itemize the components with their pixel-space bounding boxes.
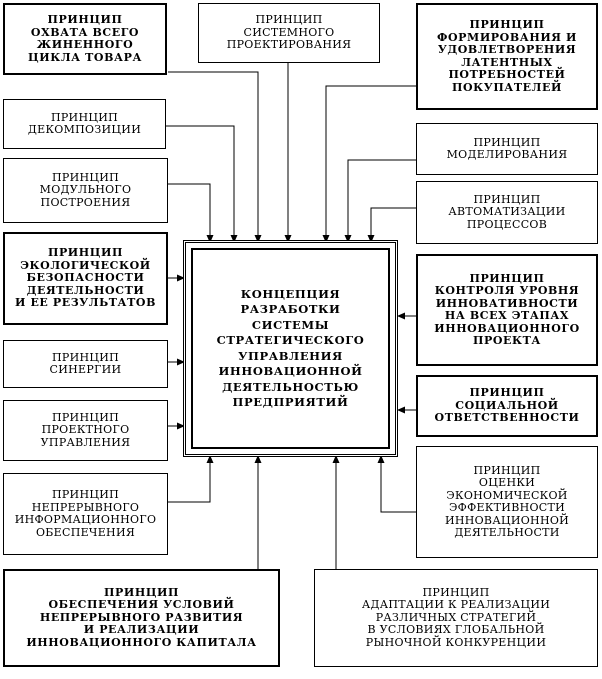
principle-synergy-text: ПРИНЦИП СИНЕРГИИ bbox=[49, 350, 122, 376]
principle-decomposition-box bbox=[3, 99, 166, 149]
concept-center-inner bbox=[191, 248, 390, 449]
principle-adaptation-box bbox=[314, 569, 598, 667]
principle-modeling-text: ПРИНЦИП МОДЕЛИРОВАНИЯ bbox=[446, 135, 568, 161]
concept-title: КОНЦЕПЦИЯ РАЗРАБОТКИ СИСТЕМЫ СТРАТЕГИЧЕСКОГО УПРАВЛЕНИЯ ИННОВАЦИОННОЙ ДЕЯТЕЛЬНОСТЬЮ ПРЕДПРИЯТИЙ bbox=[216, 286, 365, 409]
principle-economic-eff-text: ПРИНЦИП ОЦЕНКИ ЭКОНОМИЧЕСКОЙ ЭФФЕКТИВНОСТИ ИННОВАЦИОННОЙ ДЕЯТЕЛЬНОСТИ bbox=[444, 463, 570, 539]
principle-synergy-box bbox=[3, 340, 168, 388]
arrow-modeling bbox=[348, 160, 416, 242]
arrow-info-support bbox=[168, 456, 210, 502]
principle-modular-box bbox=[3, 158, 168, 223]
principle-adaptation-text: ПРИНЦИП АДАПТАЦИИ К РЕАЛИЗАЦИИ РАЗЛИЧНЫХ СТРАТЕГИЙ В УСЛОВИЯХ ГЛОБАЛЬНОЙ РЫНОЧНОЙ КОНКУРЕНЦИИ bbox=[361, 585, 551, 649]
principle-decomposition-text: ПРИНЦИП ДЕКОМПОЗИЦИИ bbox=[27, 110, 142, 136]
principle-innovativeness-box bbox=[416, 254, 598, 366]
principle-economic-eff-box bbox=[416, 446, 598, 558]
concept-center-box bbox=[183, 240, 398, 457]
principle-project-mgmt-text: ПРИНЦИП ПРОЕКТНОГО УПРАВЛЕНИЯ bbox=[40, 410, 131, 449]
arrow-lifecycle bbox=[168, 72, 258, 242]
principle-automation-text: ПРИНЦИП АВТОМАТИЗАЦИИ ПРОЦЕССОВ bbox=[448, 192, 566, 231]
principle-systems-design-text: ПРИНЦИП СИСТЕМНОГО ПРОЕКТИРОВАНИЯ bbox=[226, 13, 352, 52]
principle-latent-needs-box bbox=[416, 3, 598, 110]
principle-latent-needs-text: ПРИНЦИП ФОРМИРОВАНИЯ И УДОВЛЕТВОРЕНИЯ ЛАТЕНТНЫХ ПОТРЕБНОСТЕЙ ПОКУПАТЕЛЕЙ bbox=[436, 18, 578, 94]
principle-automation-box bbox=[416, 181, 598, 244]
arrow-modular bbox=[168, 184, 210, 242]
principle-ecological-box bbox=[3, 232, 168, 325]
arrow-economic-eff bbox=[381, 456, 416, 512]
principle-modular-text: ПРИНЦИП МОДУЛЬНОГО ПОСТРОЕНИЯ bbox=[39, 170, 132, 209]
principle-innovativeness-text: ПРИНЦИП КОНТРОЛЯ УРОВНЯ ИННОВАТИВНОСТИ НА ВСЕХ ЭТАПАХ ИННОВАЦИОННОГО ПРОЕКТА bbox=[434, 271, 580, 347]
principle-systems-design-box bbox=[198, 3, 380, 63]
principle-info-support-text: ПРИНЦИП НЕПРЕРЫВНОГО ИНФОРМАЦИОННОГО ОБЕСПЕЧЕНИЯ bbox=[14, 488, 157, 539]
principle-modeling-box bbox=[416, 123, 598, 175]
principle-social-box bbox=[416, 375, 598, 437]
principle-ecological-text: ПРИНЦИП ЭКОЛОГИЧЕСКОЙ БЕЗОПАСНОСТИ ДЕЯТЕЛЬНОСТИ И ЕЕ РЕЗУЛЬТАТОВ bbox=[15, 246, 156, 310]
principle-capital-box bbox=[3, 569, 280, 667]
principle-lifecycle-box bbox=[3, 3, 167, 75]
principle-social-text: ПРИНЦИП СОЦИАЛЬНОЙ ОТВЕТСТВЕННОСТИ bbox=[434, 386, 580, 425]
principle-capital-text: ПРИНЦИП ОБЕСПЕЧЕНИЯ УСЛОВИЙ НЕПРЕРЫВНОГО РАЗВИТИЯ И РЕАЛИЗАЦИИ ИННОВАЦИОННОГО КАПИТАЛА bbox=[26, 585, 257, 649]
arrow-automation bbox=[371, 208, 416, 242]
principle-info-support-box bbox=[3, 473, 168, 555]
principle-lifecycle-text: ПРИНЦИП ОХВАТА ВСЕГО ЖИНЕННОГО ЦИКЛА ТОВАРА bbox=[28, 13, 142, 64]
principle-project-mgmt-box bbox=[3, 400, 168, 461]
